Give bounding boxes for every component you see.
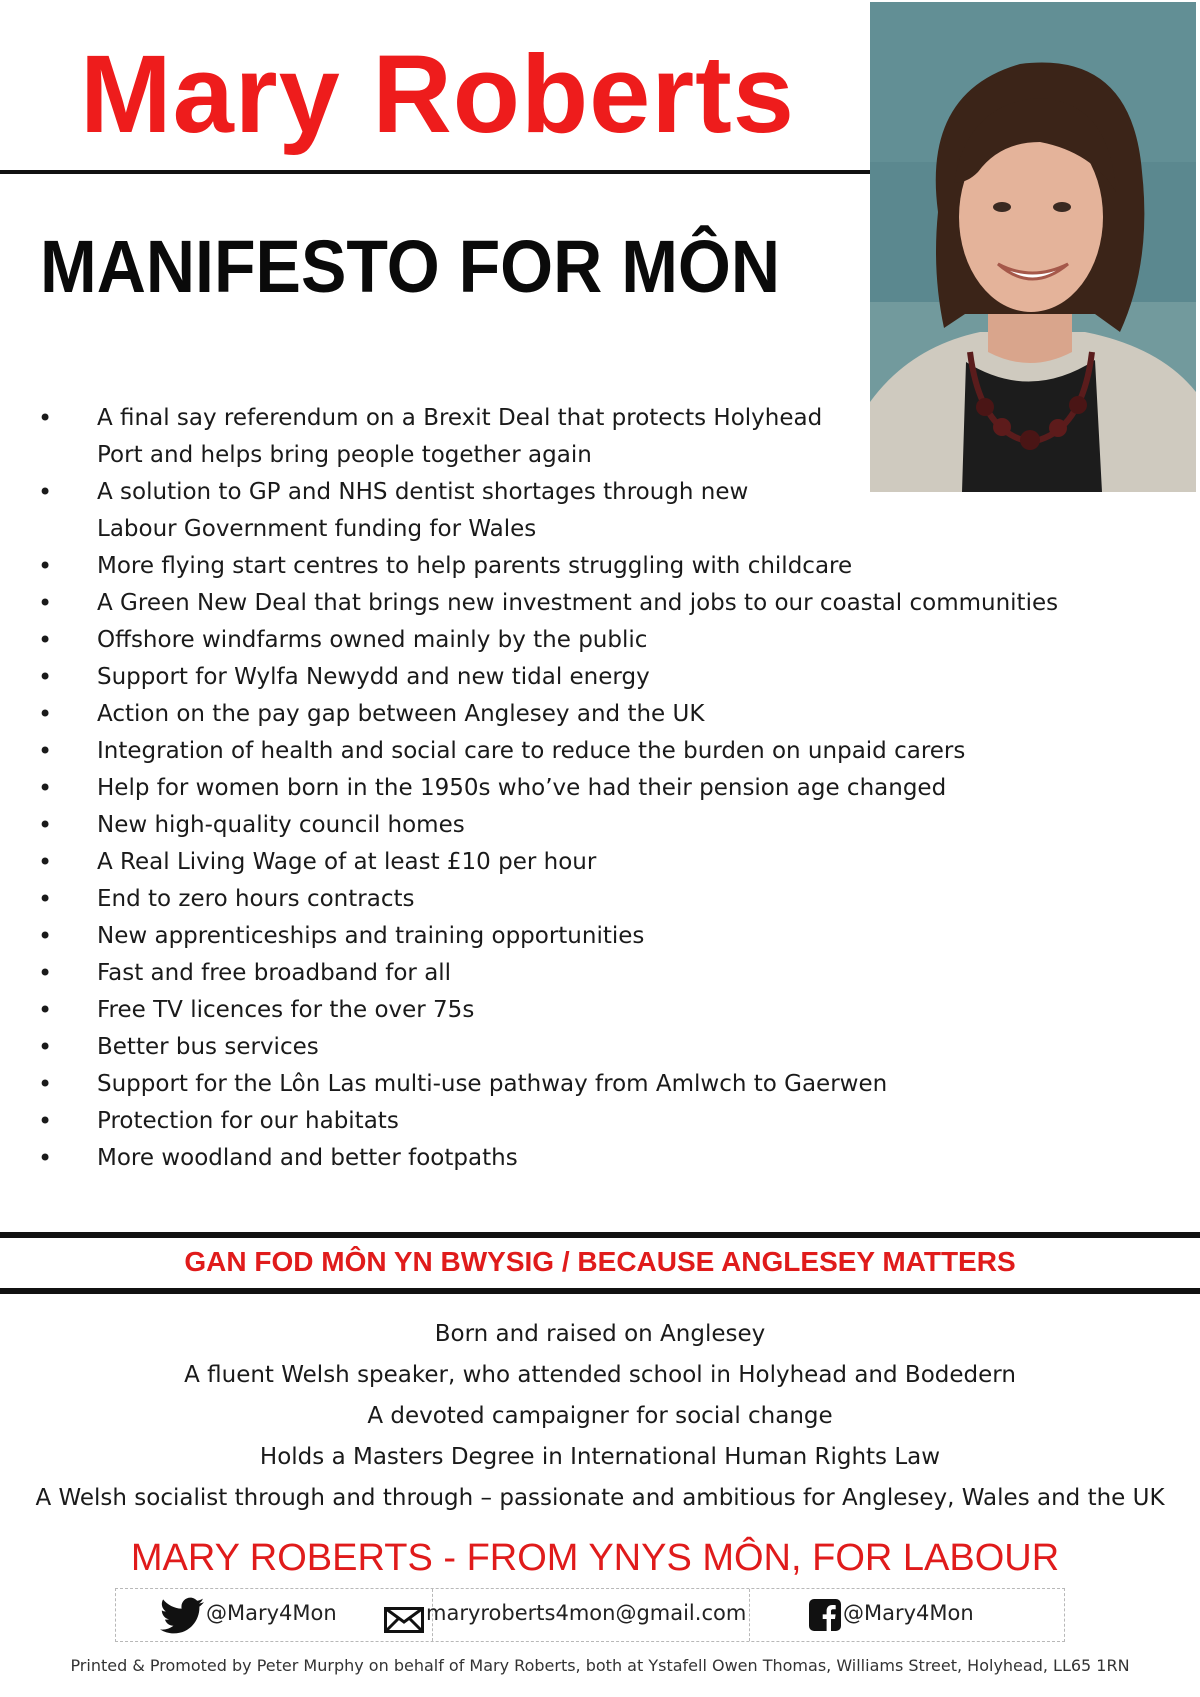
policy-item — [0, 770, 1100, 807]
policy-item — [0, 1029, 1100, 1066]
twitter-handle[interactable]: @Mary4Mon — [206, 1601, 337, 1625]
contact-bar — [115, 1588, 1065, 1642]
twitter-bird-icon — [160, 1597, 204, 1639]
bullet-icon: • — [38, 848, 53, 876]
policy-item — [0, 881, 1100, 918]
bullet-icon: • — [38, 1033, 53, 1061]
policy-text: A Green New Deal that brings new investment and jobs to our coastal communities — [97, 590, 1059, 616]
bullet-icon: • — [38, 737, 53, 765]
policy-text: End to zero hours contracts — [97, 886, 415, 912]
bullet-icon: • — [38, 1070, 53, 1098]
section-title: GAN FOD MÔN YN BWYSIG / BECAUSE ANGLESEY MATTERS — [184, 1246, 1016, 1277]
policy-text: New high-quality council homes — [97, 812, 465, 838]
bullet-icon: • — [38, 626, 53, 654]
policy-text: Free TV licences for the over 75s — [97, 997, 475, 1023]
policy-item — [0, 733, 1100, 770]
policy-text: Support for the Lôn Las multi-use pathway from Amlwch to Gaerwen — [97, 1071, 888, 1097]
candidate-name: Mary Roberts — [80, 33, 795, 156]
bullet-icon: • — [38, 589, 53, 617]
policy-text: A solution to GP and NHS dentist shortages through new — [97, 479, 749, 505]
bio-line: A fluent Welsh speaker, who attended school in Holyhead and Bodedern — [184, 1362, 1016, 1388]
facebook-icon — [809, 1599, 841, 1635]
policy-item — [0, 844, 1100, 881]
policy-text: Labour Government funding for Wales — [97, 516, 537, 542]
policy-item — [0, 622, 1100, 659]
bullet-icon: • — [38, 1107, 53, 1135]
bullet-icon: • — [38, 922, 53, 950]
policy-item — [0, 992, 1100, 1029]
facebook-handle[interactable]: @Mary4Mon — [843, 1601, 974, 1625]
section-divider-top — [0, 1232, 1200, 1238]
policy-text: Integration of health and social care to reduce the burden on unpaid carers — [97, 738, 966, 764]
policy-text: Fast and free broadband for all — [97, 960, 452, 986]
policy-item — [0, 1103, 1100, 1140]
bio-line: A Welsh socialist through and through – passionate and ambitious for Anglesey, Wales and the UK — [35, 1485, 1165, 1511]
email-address[interactable]: maryroberts4mon@gmail.com — [426, 1601, 747, 1625]
header-divider — [0, 170, 870, 174]
policy-text: Better bus services — [97, 1034, 319, 1060]
policy-item-continuation — [0, 437, 1100, 474]
facebook-contact[interactable] — [749, 1589, 1066, 1641]
email-contact[interactable] — [426, 1589, 749, 1641]
policy-item — [0, 1140, 1100, 1177]
policy-text: New apprenticeships and training opportunities — [97, 923, 645, 949]
manifesto-heading: MANIFESTO FOR MÔN — [40, 225, 781, 308]
policy-text: More woodland and better footpaths — [97, 1145, 518, 1171]
policy-text: More flying start centres to help parents struggling with childcare — [97, 553, 853, 579]
tagline: MARY ROBERTS - FROM YNYS MÔN, FOR LABOUR — [130, 1537, 1060, 1579]
policy-item — [0, 1066, 1100, 1103]
imprint-line: Printed & Promoted by Peter Murphy on behalf of Mary Roberts, both at Ystafell Owen Thomas, Williams Street, Holyhead, LL65 1RN — [70, 1656, 1130, 1675]
policy-text: Protection for our habitats — [97, 1108, 399, 1134]
bullet-icon: • — [38, 959, 53, 987]
bullet-icon: • — [38, 885, 53, 913]
section-divider-bottom — [0, 1288, 1200, 1294]
bio-line: Holds a Masters Degree in International Human Rights Law — [259, 1444, 941, 1470]
policy-text: Support for Wylfa Newydd and new tidal energy — [97, 664, 650, 690]
policy-item — [0, 659, 1100, 696]
policy-item — [0, 474, 1100, 511]
policy-item — [0, 585, 1100, 622]
policy-item — [0, 400, 1100, 437]
bullet-icon: • — [38, 1144, 53, 1172]
policy-item — [0, 807, 1100, 844]
bullet-icon: • — [38, 478, 53, 506]
bullet-icon: • — [38, 663, 53, 691]
policy-item — [0, 548, 1100, 585]
envelope-icon — [384, 1607, 424, 1637]
bio-line: A devoted campaigner for social change — [367, 1403, 833, 1429]
bullet-icon: • — [38, 404, 53, 432]
bullet-icon: • — [38, 996, 53, 1024]
policy-text: Action on the pay gap between Anglesey and the UK — [97, 701, 705, 727]
policy-text: Offshore windfarms owned mainly by the public — [97, 627, 648, 653]
policy-item — [0, 955, 1100, 992]
policy-text: A Real Living Wage of at least £10 per hour — [97, 849, 597, 875]
policy-item-continuation — [0, 511, 1100, 548]
bullet-icon: • — [38, 774, 53, 802]
policy-text: Help for women born in the 1950s who’ve had their pension age changed — [97, 775, 947, 801]
bullet-icon: • — [38, 700, 53, 728]
policy-text: A final say referendum on a Brexit Deal that protects Holyhead — [97, 405, 823, 431]
policy-text: Port and helps bring people together again — [97, 442, 592, 468]
bullet-icon: • — [38, 811, 53, 839]
policy-item — [0, 918, 1100, 955]
policy-item — [0, 696, 1100, 733]
bullet-icon: • — [38, 552, 53, 580]
bio-line: Born and raised on Anglesey — [434, 1321, 766, 1347]
